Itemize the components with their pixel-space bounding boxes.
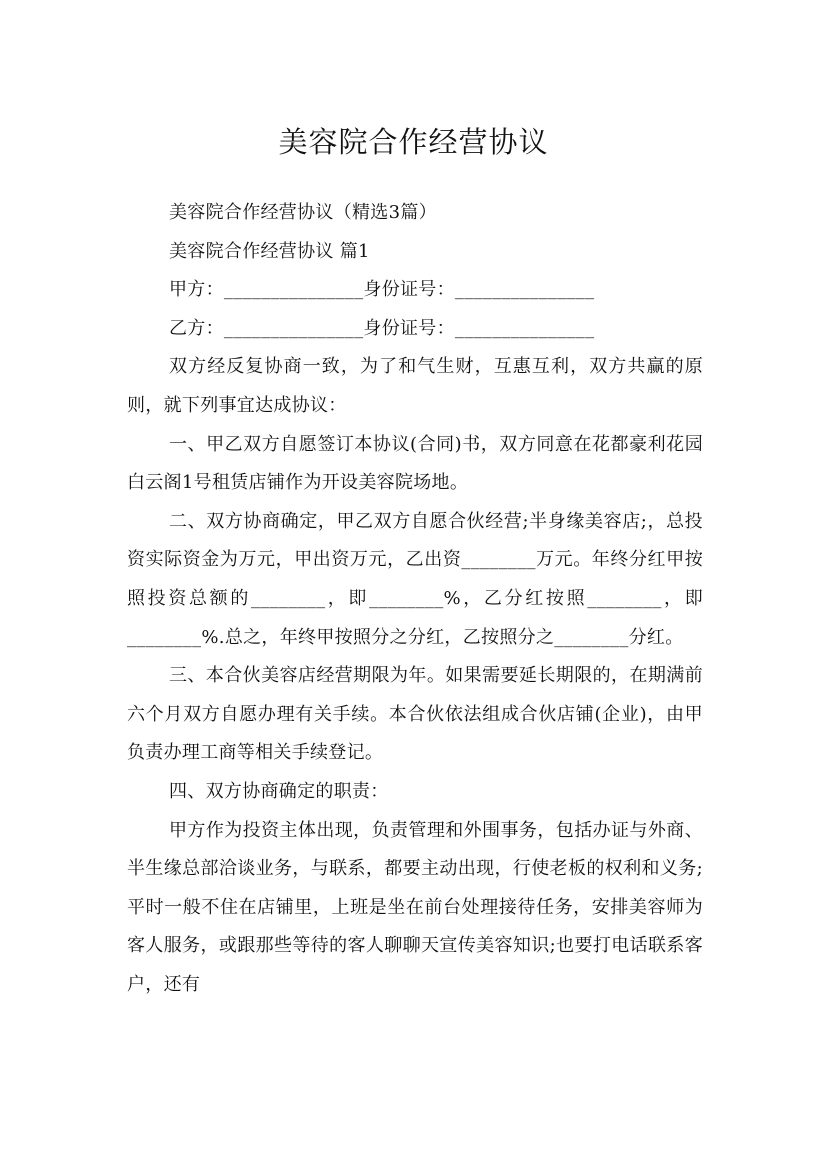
party-b-line: 乙方：_______________身份证号：_______________ xyxy=(169,317,595,339)
paragraph-section-heading: 美容院合作经营协议 篇1 xyxy=(169,240,370,262)
clause-2: 二、双方协商确定，甲乙双方自愿合伙经营;半身缘美容店;，总投资实际资金为万元，甲出资万元，乙出资________万元。年终分红甲按照投资总额的________，即________%，乙分红按照________，即________%.总之，年终甲按照分之分红，乙按照分之________分红。 xyxy=(127,510,703,648)
clause-3: 三、本合伙美容店经营期限为年。如果需要延长期限的，在期满前六个月双方自愿办理有关手续。本合伙依法组成合伙店铺(企业)，由甲负责办理工商等相关手续登记。 xyxy=(127,665,703,764)
paragraph-preamble: 双方经反复协商一致，为了和气生财，互惠互利，双方共赢的原则，就下列事宜达成协议： xyxy=(127,356,703,416)
clause-4-heading: 四、双方协商确定的职责： xyxy=(169,780,389,802)
party-a-line: 甲方：_______________身份证号：_______________ xyxy=(169,279,595,301)
clause-1: 一、甲乙双方自愿签订本协议(合同)书，双方同意在花都豪利花园白云阁1号租赁店铺作为开设美容院场地。 xyxy=(127,433,703,494)
paragraph-subtitle: 美容院合作经营协议（精选3篇） xyxy=(169,202,437,223)
clause-4-party-a-duties: 甲方作为投资主体出现，负责管理和外围事务，包括办证与外商、半生缘总部洽谈业务，与联系，都要主动出现，行使老板的权利和义务;平时一般不住在店铺里，上班是坐在前台处理接待任务，安排美容师为客人服务，或跟那些等待的客人聊聊天宣传美容知识;也要打电话联系客户，还有 xyxy=(127,819,703,995)
document-body xyxy=(127,194,703,1004)
document-title: 美容院合作经营协议 xyxy=(278,125,549,160)
